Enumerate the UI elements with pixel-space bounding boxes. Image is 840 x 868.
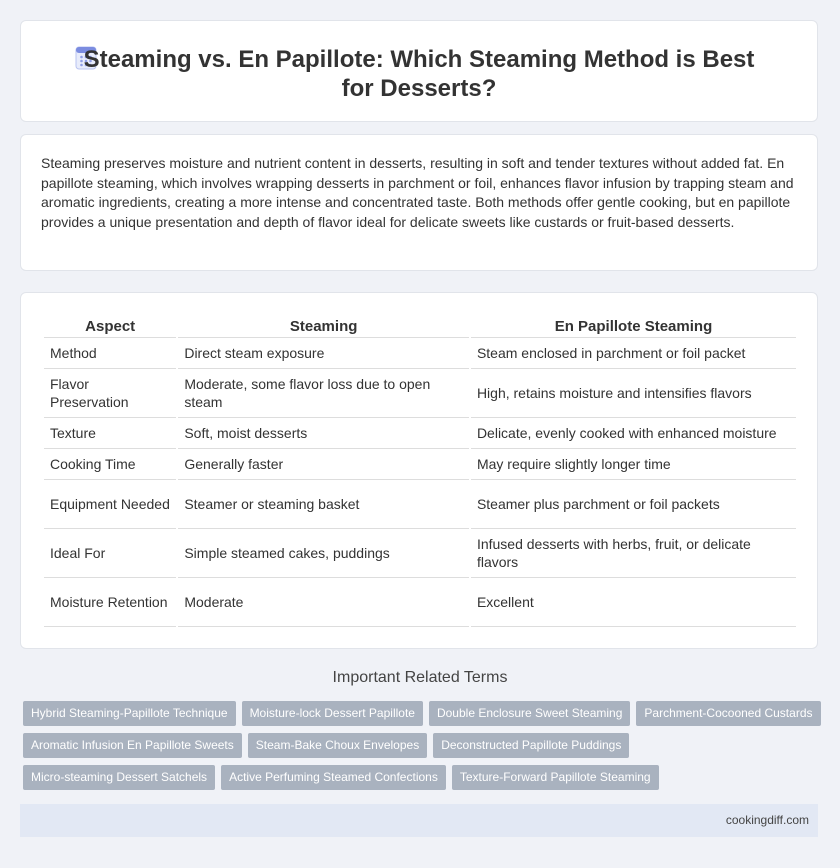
header-card — [20, 20, 818, 122]
table-row — [44, 418, 796, 449]
related-term-tag[interactable]: Hybrid Steaming-Papillote Technique — [23, 701, 236, 726]
table-cell: Soft, moist desserts — [178, 418, 469, 449]
table-cell: Flavor Preservation — [44, 369, 176, 418]
related-term-tag[interactable]: Steam-Bake Choux Envelopes — [248, 733, 427, 758]
table-header-aspect: Aspect — [44, 315, 176, 338]
table-cell: Steamer plus parchment or foil packets — [471, 480, 796, 529]
footer-site-link[interactable]: cookingdiff.com — [725, 813, 809, 827]
related-term-tag[interactable]: Double Enclosure Sweet Steaming — [429, 701, 630, 726]
table-header-steaming: Steaming — [178, 315, 469, 338]
related-term-tag[interactable]: Aromatic Infusion En Papillote Sweets — [23, 733, 242, 758]
tag-row — [23, 765, 823, 790]
page-title: Steaming vs. En Papillote: Which Steaming Method is Best for Desserts? — [83, 46, 755, 102]
table-cell: High, retains moisture and intensifies flavors — [471, 369, 796, 418]
table-header-en-papillote: En Papillote Steaming — [471, 315, 796, 338]
intro-paragraph: Steaming preserves moisture and nutrient content in desserts, resulting in soft and tender textures without added fat. En papillote steaming, which involves wrapping desserts in parchment or foil, enhances flavor infusion by trapping steam and aromatic ingredients, creating a more intense and concentrated taste. Both methods offer gentle cooking, but en papillote provides a unique presentation and depth of flavor ideal for delicate sweets like custards or fruit-based desserts. — [41, 155, 794, 230]
table-cell: Method — [44, 338, 176, 369]
table-row — [44, 529, 796, 578]
related-term-tag[interactable]: Active Perfuming Steamed Confections — [221, 765, 446, 790]
tag-row — [23, 701, 823, 726]
related-term-tag[interactable]: Parchment-Cocooned Custards — [636, 701, 820, 726]
table-cell: Simple steamed cakes, puddings — [178, 529, 469, 578]
table-row — [44, 369, 796, 418]
footer — [20, 804, 818, 837]
table-cell: Delicate, evenly cooked with enhanced moisture — [471, 418, 796, 449]
table-cell: Direct steam exposure — [178, 338, 469, 369]
table-row — [44, 578, 796, 627]
related-term-tag[interactable]: Texture-Forward Papillote Steaming — [452, 765, 659, 790]
table-cell: Moisture Retention — [44, 578, 176, 627]
table-cell: Ideal For — [44, 529, 176, 578]
table-cell: Steam enclosed in parchment or foil packet — [471, 338, 796, 369]
table-cell: Generally faster — [178, 449, 469, 480]
table-row — [44, 338, 796, 369]
table-cell: Excellent — [471, 578, 796, 627]
table-cell: Infused desserts with herbs, fruit, or delicate flavors — [471, 529, 796, 578]
table-row — [44, 449, 796, 480]
related-terms-heading: Important Related Terms — [332, 669, 508, 686]
comparison-table — [42, 315, 798, 627]
table-cell: Moderate, some flavor loss due to open steam — [178, 369, 469, 418]
table-header-row — [44, 315, 796, 338]
related-term-tag[interactable]: Moisture-lock Dessert Papillote — [242, 701, 423, 726]
table-cell: Steamer or steaming basket — [178, 480, 469, 529]
related-term-tag[interactable]: Micro-steaming Dessert Satchels — [23, 765, 215, 790]
table-row — [44, 480, 796, 529]
table-cell: Cooking Time — [44, 449, 176, 480]
table-cell: Moderate — [178, 578, 469, 627]
table-cell: May require slightly longer time — [471, 449, 796, 480]
intro-card — [20, 134, 818, 271]
table-cell: Texture — [44, 418, 176, 449]
comparison-table-card — [20, 292, 818, 649]
tag-row — [23, 733, 823, 758]
related-terms-list — [23, 701, 823, 797]
table-cell: Equipment Needed — [44, 480, 176, 529]
related-term-tag[interactable]: Deconstructed Papillote Puddings — [433, 733, 629, 758]
